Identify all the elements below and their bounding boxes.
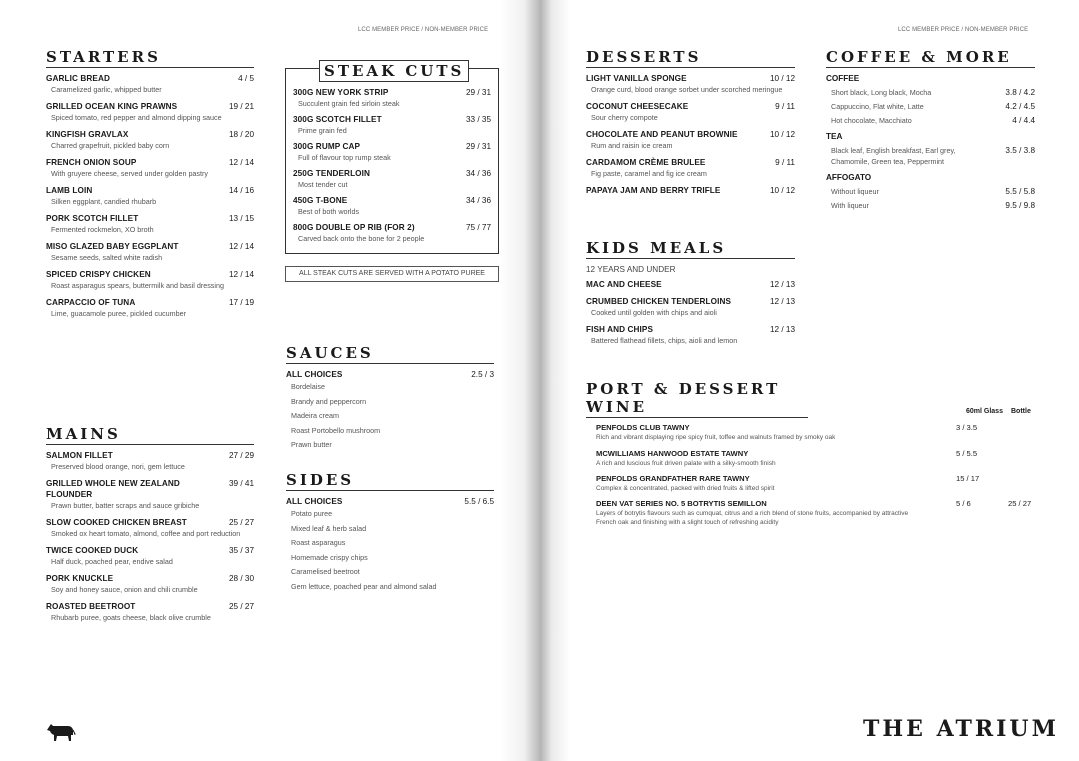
- menu-item: [586, 324, 795, 346]
- menu-item: [46, 185, 254, 207]
- menu-item-desc: Fermented rockmelon, XO broth: [51, 225, 154, 234]
- wine-name: PENFOLDS GRANDFATHER RARE TAWNY: [596, 474, 750, 483]
- sides-section: [286, 471, 494, 595]
- price-note: LCC MEMBER PRICE / NON-MEMBER PRICE: [358, 27, 489, 33]
- menu-item-price: 9 / 11: [775, 102, 795, 111]
- coffee-row-desc: Short black, Long black, Mocha: [831, 88, 932, 97]
- menu-item-desc: Preserved blood orange, nori, gem lettuce: [51, 462, 185, 471]
- coffee-list: [826, 73, 1035, 211]
- menu-item-price: 27 / 29: [228, 451, 254, 460]
- coffee-row: [826, 101, 1035, 112]
- menu-item-name: 450G T-BONE: [293, 196, 348, 205]
- menu-item: [293, 222, 491, 244]
- menu-item-desc: Carved back onto the bone for 2 people: [298, 234, 425, 243]
- steak-cuts-section: [285, 62, 499, 282]
- menu-item-desc: Caramelized garlic, whipped butter: [51, 85, 162, 94]
- kids-list: [586, 279, 795, 346]
- coffee-row: [826, 115, 1035, 126]
- page-gutter-shadow-right: [540, 0, 570, 761]
- port-title: PORT & DESSERT WINE: [586, 380, 808, 418]
- menu-item-name: 300G NEW YORK STRIP: [293, 88, 389, 97]
- choice-item: Madeira cream: [291, 411, 339, 421]
- choice-item: Bordelaise: [291, 382, 325, 391]
- sides-title: SIDES: [286, 471, 494, 491]
- starters-section: [46, 48, 254, 325]
- wine-name: DEEN VAT SERIES NO. 5 BOTRYTIS SEMILLON: [596, 499, 767, 508]
- menu-item-name: CRUMBED CHICKEN TENDERLOINS: [586, 297, 732, 306]
- wine-item: [596, 423, 1036, 442]
- menu-item-name: LIGHT VANILLA SPONGE: [586, 74, 687, 83]
- coffee-row-price: 3.5 / 3.8: [1005, 146, 1035, 155]
- menu-item-name: ROASTED BEETROOT: [46, 602, 136, 611]
- brand-logo: THE ATRIUM: [863, 716, 1059, 742]
- sauces-title: SAUCES: [286, 344, 494, 364]
- menu-item-price: 29 / 31: [465, 88, 491, 97]
- sauces-heading: ALL CHOICES: [286, 370, 343, 379]
- menu-item: [46, 129, 254, 151]
- menu-item-name: GARLIC BREAD: [46, 74, 110, 83]
- wine-col-glass: 60ml Glass: [966, 408, 1003, 415]
- menu-item: [293, 195, 491, 217]
- choice-item: Caramelised beetroot: [291, 567, 360, 577]
- menu-item-price: 17 / 19: [228, 298, 254, 307]
- menu-item-name: 250G TENDERLOIN: [293, 169, 371, 178]
- menu-item: [586, 73, 795, 95]
- menu-item-name: FISH AND CHIPS: [586, 325, 654, 334]
- menu-item-name: MAC AND CHEESE: [586, 280, 662, 289]
- choice-item: Roast asparagus: [291, 538, 346, 548]
- menu-item: [46, 157, 254, 179]
- menu-item-desc: Charred grapefruit, pickled baby corn: [51, 141, 170, 150]
- sauces-section: [286, 344, 494, 453]
- coffee-section: [826, 48, 1035, 211]
- menu-item-desc: Rum and raisin ice cream: [591, 141, 673, 150]
- wine-desc: A rich and luscious fruit driven palate with a silky-smooth finish: [596, 460, 776, 467]
- menu-item-desc: Rhubarb puree, goats cheese, black olive crumble: [51, 613, 211, 622]
- menu-item: [586, 157, 795, 179]
- menu-item-desc: Fig paste, caramel and fig ice cream: [591, 169, 707, 178]
- menu-item-desc: Orange curd, blood orange sorbet under scorched meringue: [591, 85, 783, 94]
- choice-item: Brandy and peppercorn: [291, 396, 367, 406]
- price-note-right: LCC MEMBER PRICE / NON-MEMBER PRICE: [898, 27, 1029, 33]
- menu-item-desc: Sour cherry compote: [591, 113, 658, 122]
- menu-item-desc: Prawn butter, batter scraps and sauce gribiche: [51, 501, 200, 510]
- coffee-row: [826, 186, 1035, 197]
- menu-item-price: 35 / 37: [228, 546, 254, 555]
- coffee-row-desc: Hot chocolate, Macchiato: [831, 116, 912, 125]
- menu-item-desc: Prime grain fed: [298, 126, 347, 135]
- menu-item: [46, 101, 254, 123]
- coffee-row-desc: Black leaf, English breakfast, Earl grey, Chamomile, Green tea, Peppermint: [831, 146, 956, 166]
- menu-item: [46, 73, 254, 95]
- menu-item-name: SPICED CRISPY CHICKEN: [46, 270, 151, 279]
- menu-item-price: 13 / 15: [228, 214, 254, 223]
- coffee-row-price: 9.5 / 9.8: [1005, 201, 1035, 210]
- menu-item: [586, 296, 795, 318]
- menu-item-price: 10 / 12: [769, 186, 795, 195]
- sides-list: [286, 507, 494, 595]
- menu-item-desc: Succulent grain fed sirloin steak: [298, 99, 400, 108]
- menu-item-desc: Smoked ox heart tomato, almond, coffee and port reduction: [51, 529, 241, 538]
- coffee-row-price: 4.2 / 4.5: [1005, 102, 1035, 111]
- coffee-row-desc: Cappuccino, Flat white, Latte: [831, 102, 924, 111]
- port-section: [586, 380, 1036, 423]
- menu-item-price: 34 / 36: [465, 196, 491, 205]
- menu-item-price: 25 / 27: [228, 518, 254, 527]
- menu-item: [46, 545, 254, 567]
- menu-item-price: 10 / 12: [769, 74, 795, 83]
- menu-item: [46, 450, 254, 472]
- menu-item-name: 800G DOUBLE OP RIB (FOR 2): [293, 223, 415, 232]
- menu-item-price: 12 / 14: [228, 242, 254, 251]
- desserts-title: DESSERTS: [586, 48, 795, 68]
- menu-item: [46, 601, 254, 623]
- menu-item: [293, 168, 491, 190]
- menu-item-price: 25 / 27: [228, 602, 254, 611]
- menu-item-name: CARDAMOM CRÈME BRULEE: [586, 158, 706, 167]
- coffee-group-heading: TEA: [826, 132, 843, 141]
- menu-item: [586, 279, 795, 290]
- menu-item: [46, 517, 254, 539]
- choice-item: Mixed leaf & herb salad: [291, 523, 367, 533]
- coffee-title: COFFEE & MORE: [826, 48, 1035, 68]
- wine-desc: Layers of botrytis flavours such as cumquat, citrus and a rich blend of stone fruits, accompanied by attractive French oak and finishing with a slight touch of refreshing acidity: [596, 510, 909, 526]
- menu-item-price: 12 / 13: [769, 280, 795, 289]
- sides-heading: ALL CHOICES: [286, 497, 343, 506]
- coffee-group-heading: COFFEE: [826, 74, 860, 83]
- menu-item-name: PAPAYA JAM AND BERRY TRIFLE: [586, 186, 721, 195]
- mains-section: [46, 425, 254, 629]
- menu-item: [46, 297, 254, 319]
- starters-list: [46, 73, 254, 319]
- wine-item: [596, 449, 1036, 468]
- menu-item-price: 12 / 14: [228, 158, 254, 167]
- wine-item: [596, 474, 1036, 493]
- menu-item: [46, 269, 254, 291]
- menu-item-desc: Battered flathead fillets, chips, aioli and lemon: [591, 336, 738, 345]
- menu-item-price: 4 / 5: [238, 74, 254, 83]
- menu-item-desc: Silken eggplant, candied rhubarb: [51, 197, 157, 206]
- coffee-row: [826, 145, 1035, 167]
- menu-item: [586, 101, 795, 123]
- menu-item-price: 29 / 31: [465, 142, 491, 151]
- menu-item-price: 12 / 13: [769, 325, 795, 334]
- menu-item-price: 14 / 16: [228, 186, 254, 195]
- menu-item-name: PORK SCOTCH FILLET: [46, 214, 139, 223]
- sauces-price: 2.5 / 3: [471, 370, 494, 379]
- wine-col-bottle: Bottle: [1011, 408, 1031, 415]
- menu-item-price: 39 / 41: [228, 479, 254, 488]
- menu-item-price: 18 / 20: [228, 130, 254, 139]
- coffee-row-price: 4 / 4.4: [1012, 116, 1035, 125]
- menu-item-desc: Sesame seeds, salted white radish: [51, 253, 163, 262]
- starters-title: STARTERS: [46, 48, 254, 68]
- sides-price: 5.5 / 6.5: [464, 497, 494, 506]
- menu-item-name: FRENCH ONION SOUP: [46, 158, 137, 167]
- coffee-row-price: 5.5 / 5.8: [1005, 187, 1035, 196]
- menu-item-desc: Best of both worlds: [298, 207, 360, 216]
- sauces-list: [286, 380, 494, 453]
- coffee-row: [826, 200, 1035, 211]
- wine-glass-price: 5 / 5.5: [956, 449, 978, 458]
- menu-item-price: 34 / 36: [465, 169, 491, 178]
- menu-item-desc: With gruyere cheese, served under golden pastry: [51, 169, 209, 178]
- menu-item-name: 300G RUMP CAP: [293, 142, 361, 151]
- menu-item-desc: Cooked until golden with chips and aioli: [591, 308, 717, 317]
- menu-item-name: COCONUT CHEESECAKE: [586, 102, 689, 111]
- menu-item-price: 9 / 11: [775, 158, 795, 167]
- coffee-row-desc: With liqueur: [831, 201, 869, 210]
- menu-item-name: CARPACCIO OF TUNA: [46, 298, 136, 307]
- menu-item-name: GRILLED OCEAN KING PRAWNS: [46, 102, 178, 111]
- menu-item-name: SLOW COOKED CHICKEN BREAST: [46, 518, 187, 527]
- desserts-list: [586, 73, 795, 196]
- choice-item: Homemade crispy chips: [291, 552, 368, 562]
- menu-item-name: LAMB LOIN: [46, 186, 93, 195]
- coffee-row: [826, 87, 1035, 98]
- menu-item-price: 10 / 12: [769, 130, 795, 139]
- menu-item-desc: Soy and honey sauce, onion and chili crumble: [51, 585, 198, 594]
- steak-list: [293, 87, 491, 244]
- wine-name: MCWILLIAMS HANWOOD ESTATE TAWNY: [596, 449, 749, 458]
- menu-item: [293, 114, 491, 136]
- steak-cuts-box: [285, 62, 499, 254]
- kids-section: [586, 239, 795, 352]
- menu-item-price: 19 / 21: [228, 102, 254, 111]
- wine-item: [596, 499, 1036, 527]
- wine-glass-price: 5 / 6: [956, 499, 971, 508]
- menu-item-name: GRILLED WHOLE NEW ZEALAND FLOUNDER: [46, 479, 180, 499]
- menu-item: [46, 241, 254, 263]
- menu-item: [586, 185, 795, 196]
- choice-item: Gem lettuce, poached pear and almond salad: [291, 581, 437, 591]
- steak-note: ALL STEAK CUTS ARE SERVED WITH A POTATO PUREE: [285, 266, 499, 282]
- coffee-row-price: 3.8 / 4.2: [1005, 88, 1035, 97]
- mains-title: MAINS: [46, 425, 254, 445]
- steak-cuts-title: STEAK CUTS: [319, 60, 469, 82]
- menu-item-name: KINGFISH GRAVLAX: [46, 130, 129, 139]
- menu-item: [293, 87, 491, 109]
- menu-item-desc: Most tender cut: [298, 180, 348, 189]
- wine-glass-price: 3 / 3.5: [956, 423, 978, 432]
- menu-item-desc: Full of flavour top rump steak: [298, 153, 391, 162]
- menu-item-price: 75 / 77: [465, 223, 491, 232]
- menu-item-name: 300G SCOTCH FILLET: [293, 115, 382, 124]
- wine-desc: Complex & concentrated, packed with dried fruits & lifted spirit: [596, 485, 775, 492]
- choice-item: Potato puree: [291, 509, 333, 518]
- kids-subtitle: 12 YEARS AND UNDER: [586, 265, 676, 274]
- menu-item-name: MISO GLAZED BABY EGGPLANT: [46, 242, 179, 251]
- menu-item-name: PORK KNUCKLE: [46, 574, 114, 583]
- menu-item-price: 12 / 14: [228, 270, 254, 279]
- menu-item-desc: Lime, guacamole puree, pickled cucumber: [51, 309, 187, 318]
- menu-item-desc: Spiced tomato, red pepper and almond dipping sauce: [51, 113, 222, 122]
- menu-item-name: CHOCOLATE AND PEANUT BROWNIE: [586, 130, 738, 139]
- menu-item-name: TWICE COOKED DUCK: [46, 546, 139, 555]
- menu-item-price: 28 / 30: [228, 574, 254, 583]
- menu-item-price: 12 / 13: [769, 297, 795, 306]
- menu-item-price: 33 / 35: [465, 115, 491, 124]
- wine-glass-price: 15 / 17: [956, 474, 980, 483]
- menu-item: [586, 129, 795, 151]
- menu-item-desc: Half duck, poached pear, endive salad: [51, 557, 173, 566]
- coffee-group-heading: AFFOGATO: [826, 173, 872, 182]
- choice-item: Roast Portobello mushroom: [291, 425, 381, 435]
- page-gutter-shadow: [500, 0, 540, 761]
- wine-bottle-price: 25 / 27: [1008, 499, 1032, 508]
- cow-icon: [46, 722, 76, 742]
- wine-name: PENFOLDS CLUB TAWNY: [596, 423, 690, 432]
- wine-desc: Rich and vibrant displaying ripe spicy fruit, toffee and walnuts framed by smoky oak: [596, 434, 836, 441]
- kids-title: KIDS MEALS: [586, 239, 795, 259]
- mains-list: [46, 450, 254, 623]
- coffee-row-desc: Without liqueur: [831, 187, 879, 196]
- choice-item: Prawn butter: [291, 440, 332, 450]
- menu-item-name: SALMON FILLET: [46, 451, 113, 460]
- menu-item-desc: Roast asparagus spears, buttermilk and basil dressing: [51, 281, 224, 290]
- menu-item: [293, 141, 491, 163]
- menu-item: [46, 478, 254, 511]
- menu-item: [46, 213, 254, 235]
- menu-item: [46, 573, 254, 595]
- desserts-section: [586, 48, 795, 202]
